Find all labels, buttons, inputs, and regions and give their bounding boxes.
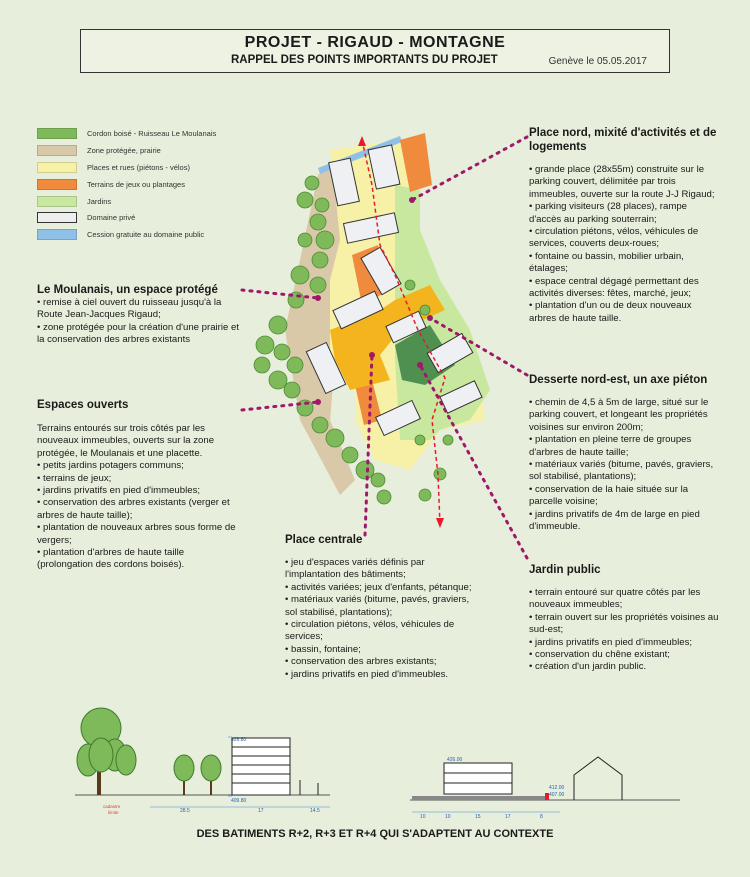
legend-label: Cordon boisé - Ruisseau Le Moulanais bbox=[87, 128, 217, 138]
legend-label: Zone protégée, prairie bbox=[87, 145, 161, 155]
tree bbox=[315, 198, 329, 212]
block-text: • grande place (28x55m) construite sur le parking couvert, délimitée par trois immeubles, ouverte sur la route J-J Rigaud; • parking visiteurs (28 places), rampe d'accès au parking souterrain; • circulation piétons, vélos, véhicules de services, couverts deux-roues; • fontaine ou bassin, mobilier urbain, étalages; • espace central dégagé permettant des activités diverses: fêtes, marché, jeux; • plantation d'un ou de deux nouveaux arbres de haute taille. bbox=[529, 164, 715, 324]
block-text: • remise à ciel ouvert du ruisseau jusqu'à la Route Jean-Jacques Rigaud; • zone protégée pour la création d'une prairie et la conservation des arbres existants bbox=[37, 297, 239, 346]
section-level-label: 426.00 bbox=[447, 757, 463, 763]
section-parking bbox=[412, 796, 547, 800]
legend-label: Jardins bbox=[87, 196, 112, 206]
section-dimension: 10 bbox=[420, 814, 426, 820]
section-house bbox=[574, 757, 622, 800]
axis-arrow-head bbox=[358, 136, 366, 146]
connector-dot bbox=[315, 399, 321, 405]
tree bbox=[287, 357, 303, 373]
tree bbox=[284, 382, 300, 398]
tree bbox=[310, 214, 326, 230]
legend-label: Terrains de jeux ou plantages bbox=[87, 179, 185, 189]
tree bbox=[342, 447, 358, 463]
section-dimension: 14.5 bbox=[310, 808, 320, 814]
tree bbox=[274, 344, 290, 360]
tree bbox=[305, 176, 319, 190]
tree bbox=[316, 231, 334, 249]
legend-label: Domaine privé bbox=[87, 212, 136, 222]
block-title: Place nord, mixité d'activités et de logements bbox=[529, 127, 717, 153]
tree bbox=[312, 252, 328, 268]
axis-arrow-head bbox=[436, 518, 444, 528]
block-title: Jardin public bbox=[529, 564, 601, 576]
section-level-label: 409.80 bbox=[231, 798, 247, 804]
block-jardin-public bbox=[529, 563, 719, 674]
block-text: Terrains entourés sur trois côtés par les nouveaux immeubles, ouverts sur la zone protégée, le Moulanais et une placette. • petits jardins potagers communs; • terrains de jeux; • jardins privatifs en pied d'immeubles; • conservation des arbres existants (verger et arbres de haute taille); • plantation de nouveaux arbres sous forme de vergers; • plantation d'arbres de haute taille (prolongation des cordons boisés). bbox=[37, 423, 236, 571]
tree bbox=[254, 357, 270, 373]
tree bbox=[310, 277, 326, 293]
connector-dot bbox=[409, 197, 415, 203]
section-dimension: 15 bbox=[475, 814, 481, 820]
section-level-label: limite bbox=[108, 810, 119, 815]
legend-label: Places et rues (piétons - vélos) bbox=[87, 162, 190, 172]
tree bbox=[269, 371, 287, 389]
connector-dot bbox=[427, 315, 433, 321]
block-place-centrale bbox=[285, 533, 480, 681]
tree bbox=[420, 305, 430, 315]
section-tree-small bbox=[174, 755, 221, 795]
block-place-nord bbox=[529, 126, 719, 325]
block-espaces-ouverts bbox=[37, 398, 237, 572]
tree bbox=[291, 266, 309, 284]
section-level-label: 407.00 bbox=[549, 792, 565, 798]
tree bbox=[377, 490, 391, 504]
block-title: Desserte nord-est, un axe piéton bbox=[529, 374, 708, 386]
tree bbox=[298, 233, 312, 247]
block-title: Espaces ouverts bbox=[37, 399, 129, 411]
section-building-left bbox=[232, 738, 318, 795]
section-dimension: 10 bbox=[445, 814, 451, 820]
section-level-label: 426.80 bbox=[231, 737, 247, 743]
page-title: PROJET - RIGAUD - MONTAGNE bbox=[244, 34, 506, 51]
tree bbox=[371, 473, 385, 487]
section-building-right bbox=[444, 763, 512, 794]
block-moulanais bbox=[37, 283, 242, 347]
block-text: • chemin de 4,5 à 5m de large, situé sur le parking couvert, et longeant les propriétés voisines sur environ 200m; • plantation en pleine terre de groupes d'arbres de haute taille; • matériaux variés (bitume, pavés, graviers, sol stabilisé, plantations); • conservation de la haie située sur la parcelle voisine; • jardins privatifs de 4m de large en pied d'immeuble. bbox=[529, 397, 714, 533]
section-caption: DES BATIMENTS R+2, R+3 ET R+4 QUI S'ADAPTENT AU CONTEXTE bbox=[196, 828, 554, 840]
tree bbox=[297, 192, 313, 208]
tree bbox=[356, 461, 374, 479]
section-level-label: 412.00 bbox=[549, 785, 565, 791]
tree bbox=[269, 316, 287, 334]
block-text: • terrain entouré sur quatre côtés par les nouveaux immeubles; • terrain ouvert sur les propriétés voisines au sud-est; • jardins privatifs en pied d'immeubles; • conservation du chêne existant; • création d'un jardin public. bbox=[529, 587, 719, 673]
section-dimension: 8 bbox=[540, 814, 543, 820]
section-tree-large bbox=[77, 708, 136, 795]
tree bbox=[326, 429, 344, 447]
connector-dot bbox=[369, 352, 375, 358]
date-label: Genève le 05.05.2017 bbox=[548, 56, 647, 67]
tree bbox=[434, 468, 446, 480]
block-text: • jeu d'espaces variés définis par l'implantation des bâtiments; • activités variées; jeux d'enfants, pétanque; • matériaux variés (bitume, pavés, graviers, sol stabilisé, plantations); • circulation piétons, vélos, véhicules de services; • bassin, fontaine; • conservation des arbres existants; • jardins privatifs en pied d'immeubles. bbox=[285, 557, 472, 680]
tree bbox=[419, 489, 431, 501]
tree bbox=[312, 417, 328, 433]
section-dimension: 17 bbox=[258, 808, 264, 814]
section-level-label: cadastre bbox=[103, 804, 121, 809]
page-subtitle: RAPPEL DES POINTS IMPORTANTS DU PROJET bbox=[231, 54, 498, 66]
tree bbox=[405, 280, 415, 290]
connector-dot bbox=[417, 362, 423, 368]
block-desserte bbox=[529, 373, 719, 533]
tree bbox=[443, 435, 453, 445]
block-title: Le Moulanais, un espace protégé bbox=[37, 284, 218, 296]
legend-label: Cession gratuite au domaine public bbox=[87, 229, 205, 239]
section-dimension: 17 bbox=[505, 814, 511, 820]
connector-dot bbox=[315, 295, 321, 301]
tree bbox=[415, 435, 425, 445]
section-dimension: 28.5 bbox=[180, 808, 190, 814]
tree bbox=[256, 336, 274, 354]
block-title: Place centrale bbox=[285, 534, 363, 546]
